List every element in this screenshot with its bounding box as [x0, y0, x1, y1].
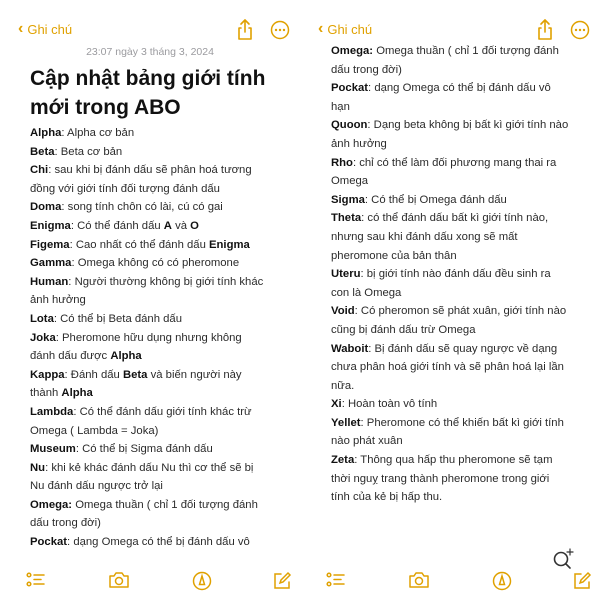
note-text: Omega — [331, 175, 369, 188]
note-text: : dạng Omega có thể bị đánh dấu vô — [67, 536, 250, 549]
back-label: Ghi chú — [27, 21, 73, 37]
note-body-left[interactable] — [30, 124, 292, 552]
note-line — [30, 514, 292, 533]
note-term: Void — [331, 305, 355, 318]
back-label: Ghi chú — [327, 21, 373, 37]
note-term: Enigma — [30, 219, 71, 232]
note-line — [30, 198, 292, 217]
note-text: : Có thể bị Omega đánh dấu — [364, 193, 507, 206]
note-text: ảnh hưởng — [331, 137, 387, 150]
note-line — [331, 302, 593, 321]
chevron-left-icon: ‹ — [18, 20, 24, 37]
note-line — [331, 228, 593, 247]
note-term: O — [190, 219, 199, 232]
note-line — [331, 340, 593, 359]
note-term: Lambda — [30, 405, 74, 418]
note-text: Omega ( Lambda = Joka) — [30, 424, 159, 437]
note-text: thời nguỵ trang thành pheromone trong giới — [331, 472, 550, 485]
note-line — [331, 414, 593, 433]
note-term: Quoon — [331, 119, 368, 132]
note-text: : song tính chôn có lài, cú có gai — [61, 201, 223, 214]
note-line — [30, 496, 292, 515]
note-text: : Có pheromon sẽ phát xuân, giới tính nào — [354, 305, 567, 318]
note-term: Beta — [30, 145, 55, 158]
compose-icon[interactable] — [272, 571, 294, 589]
note-text: : Hoàn toàn vô tính — [341, 398, 438, 411]
note-line — [30, 459, 292, 478]
note-text: : Có thể đánh dấu — [70, 219, 164, 232]
note-text: : dạng Omega có thể bị đánh dấu vô — [368, 82, 551, 95]
note-term: Alpha — [30, 127, 62, 139]
note-line — [331, 42, 593, 61]
top-bar — [300, 18, 600, 44]
note-line — [30, 143, 292, 162]
note-text: đồng với giới tính đối tượng đánh dấu — [30, 182, 220, 195]
note-text: : chỉ có thể làm đối phương mang thai ra — [352, 156, 557, 169]
note-line — [30, 161, 292, 180]
note-line — [30, 422, 292, 441]
note-line — [30, 347, 292, 366]
note-text: : khi kẻ khác đánh dấu Nu thì cơ thể sẽ bị — [45, 461, 254, 474]
note-text: : Có thể bị Sigma đánh dấu — [75, 443, 213, 456]
note-text: : sau khi bị đánh dấu sẽ phân hoá tương — [48, 164, 252, 177]
note-text: : Beta cơ bản — [54, 145, 123, 158]
note-line — [331, 395, 593, 414]
note-line — [331, 79, 593, 98]
note-line — [30, 291, 292, 310]
note-text: : Pheromone có thể khiến bất kì giới tính — [360, 416, 564, 429]
note-term: Sigma — [331, 193, 365, 206]
note-text: đánh dấu được — [30, 350, 111, 363]
note-term: Enigma — [209, 238, 250, 251]
note-text: dấu trong đời) — [30, 517, 101, 530]
back-button[interactable] — [18, 21, 72, 37]
note-text: nào phát xuân — [331, 435, 403, 448]
note-term: Uteru — [331, 268, 361, 281]
compose-icon[interactable] — [572, 571, 594, 589]
note-term: Joka — [30, 331, 56, 344]
note-line — [331, 488, 593, 507]
note-line — [30, 384, 292, 403]
note-term: Kappa — [30, 368, 65, 381]
note-line — [331, 247, 593, 266]
note-text: : bị giới tính nào đánh dấu đều sinh ra — [360, 268, 551, 281]
note-term: Pockat — [30, 536, 68, 549]
share-icon[interactable] — [235, 18, 255, 42]
note-text: cũng bị đánh dấu trừ Omega — [331, 323, 476, 336]
note-line — [331, 98, 593, 117]
note-term: Gamma — [30, 257, 72, 270]
note-text: : Có thể bị Beta đánh dấu — [53, 312, 182, 325]
note-text: pheromone của bản thân — [331, 249, 457, 262]
note-text: Nu đánh dấu ngược trở lại — [30, 480, 163, 493]
note-line — [30, 236, 292, 255]
note-text: con là Omega — [331, 286, 402, 299]
checklist-icon[interactable] — [326, 571, 348, 589]
note-line — [331, 377, 593, 396]
note-text: : Pheromone hữu dụng nhưng không — [55, 331, 242, 344]
note-term: Omega: — [331, 45, 374, 57]
bottom-toolbar — [0, 567, 300, 593]
checklist-icon[interactable] — [26, 571, 48, 589]
camera-icon[interactable] — [108, 571, 130, 589]
note-term: Chi — [30, 164, 49, 177]
note-text: Omega thuần ( chỉ 1 đối tượng đánh — [72, 498, 258, 511]
note-line — [331, 172, 593, 191]
note-date: 23:07 ngày 3 tháng 3, 2024 — [86, 46, 214, 58]
note-term: Rho — [331, 156, 353, 169]
note-term: Lota — [30, 312, 54, 325]
note-text: ảnh hưởng — [30, 294, 86, 307]
note-line — [331, 154, 593, 173]
note-line — [331, 209, 593, 228]
note-text: : Omega không có có pheromone — [71, 257, 240, 270]
bottom-toolbar — [300, 567, 600, 593]
markup-pen-icon[interactable] — [192, 571, 214, 589]
note-line — [30, 403, 292, 422]
top-bar — [0, 18, 300, 44]
note-text: : Alpha cơ bản — [61, 127, 135, 139]
note-term: Pockat — [331, 82, 369, 95]
note-body-right[interactable] — [331, 42, 593, 507]
note-text: Omega thuần ( chỉ 1 đối tượng đánh — [373, 45, 559, 57]
note-line — [331, 61, 593, 80]
note-line — [331, 135, 593, 154]
note-line — [30, 310, 292, 329]
note-line — [30, 477, 292, 496]
more-icon[interactable] — [570, 20, 590, 40]
chevron-left-icon: ‹ — [318, 20, 324, 37]
note-text: : có thể đánh dấu bất kì giới tính nào, — [361, 212, 549, 225]
note-line — [331, 191, 593, 210]
note-line — [30, 124, 292, 143]
note-line — [30, 273, 292, 292]
note-text: : Đánh dấu — [64, 368, 123, 381]
note-line — [331, 470, 593, 489]
note-term: Figema — [30, 238, 70, 251]
note-text: nhưng sau khi đánh dấu xong sẽ mất — [331, 230, 518, 243]
note-term: Omega: — [30, 498, 73, 511]
note-term: Human — [30, 275, 69, 288]
note-line — [331, 321, 593, 340]
note-text: và biến người này — [147, 368, 242, 381]
note-term: Xi — [331, 398, 342, 411]
note-term: Nu — [30, 461, 46, 474]
note-line — [30, 217, 292, 236]
note-line — [30, 366, 292, 385]
more-icon[interactable] — [270, 20, 290, 40]
note-text: nữa. — [331, 379, 355, 392]
note-line — [331, 284, 593, 303]
note-text: hạn — [331, 100, 350, 113]
note-term: Alpha — [61, 387, 93, 400]
note-panel-right — [300, 0, 600, 609]
note-text: : Người thường không bị giới tính khác — [68, 275, 264, 288]
note-term: A — [163, 219, 172, 232]
note-text: dấu trong đời) — [331, 63, 402, 76]
note-title: Cập nhật bảng giới tính mới trong ABO — [30, 67, 266, 119]
note-text: : Bị đánh dấu sẽ quay ngược về dạng — [368, 342, 558, 355]
note-line — [30, 533, 292, 552]
note-line — [331, 116, 593, 135]
back-button[interactable] — [318, 21, 372, 37]
note-text: : Thông qua hấp thu pheromone sẽ tạm — [354, 454, 553, 467]
note-term: Theta — [331, 212, 362, 225]
note-text: thành — [30, 387, 62, 400]
note-text: : Cao nhất có thể đánh dấu — [69, 238, 209, 251]
note-line — [30, 440, 292, 459]
note-term: Zeta — [331, 454, 355, 467]
note-line — [331, 432, 593, 451]
note-term: Alpha — [110, 350, 142, 363]
note-text: tính của kẻ bị hấp thu. — [331, 491, 443, 504]
markup-pen-icon[interactable] — [492, 571, 514, 589]
note-line — [30, 180, 292, 199]
note-line — [30, 254, 292, 273]
note-term: Doma — [30, 201, 62, 214]
note-term: Museum — [30, 443, 76, 456]
note-line — [331, 358, 593, 377]
note-text: : Dạng beta không bị bất kì giới tính nào — [367, 119, 569, 132]
note-line — [331, 265, 593, 284]
note-term: Waboit — [331, 342, 369, 355]
note-term: Beta — [122, 368, 148, 381]
note-text: : Có thể đánh dấu giới tính khác trừ — [73, 405, 252, 418]
share-icon[interactable] — [535, 18, 555, 42]
note-term: Yellet — [331, 416, 361, 429]
note-line — [30, 329, 292, 348]
note-text: chưa phân hoá giới tính và sẽ phân hoá lại lần — [331, 361, 564, 374]
note-text: và — [171, 219, 191, 232]
camera-icon[interactable] — [408, 571, 430, 589]
note-line — [331, 451, 593, 470]
